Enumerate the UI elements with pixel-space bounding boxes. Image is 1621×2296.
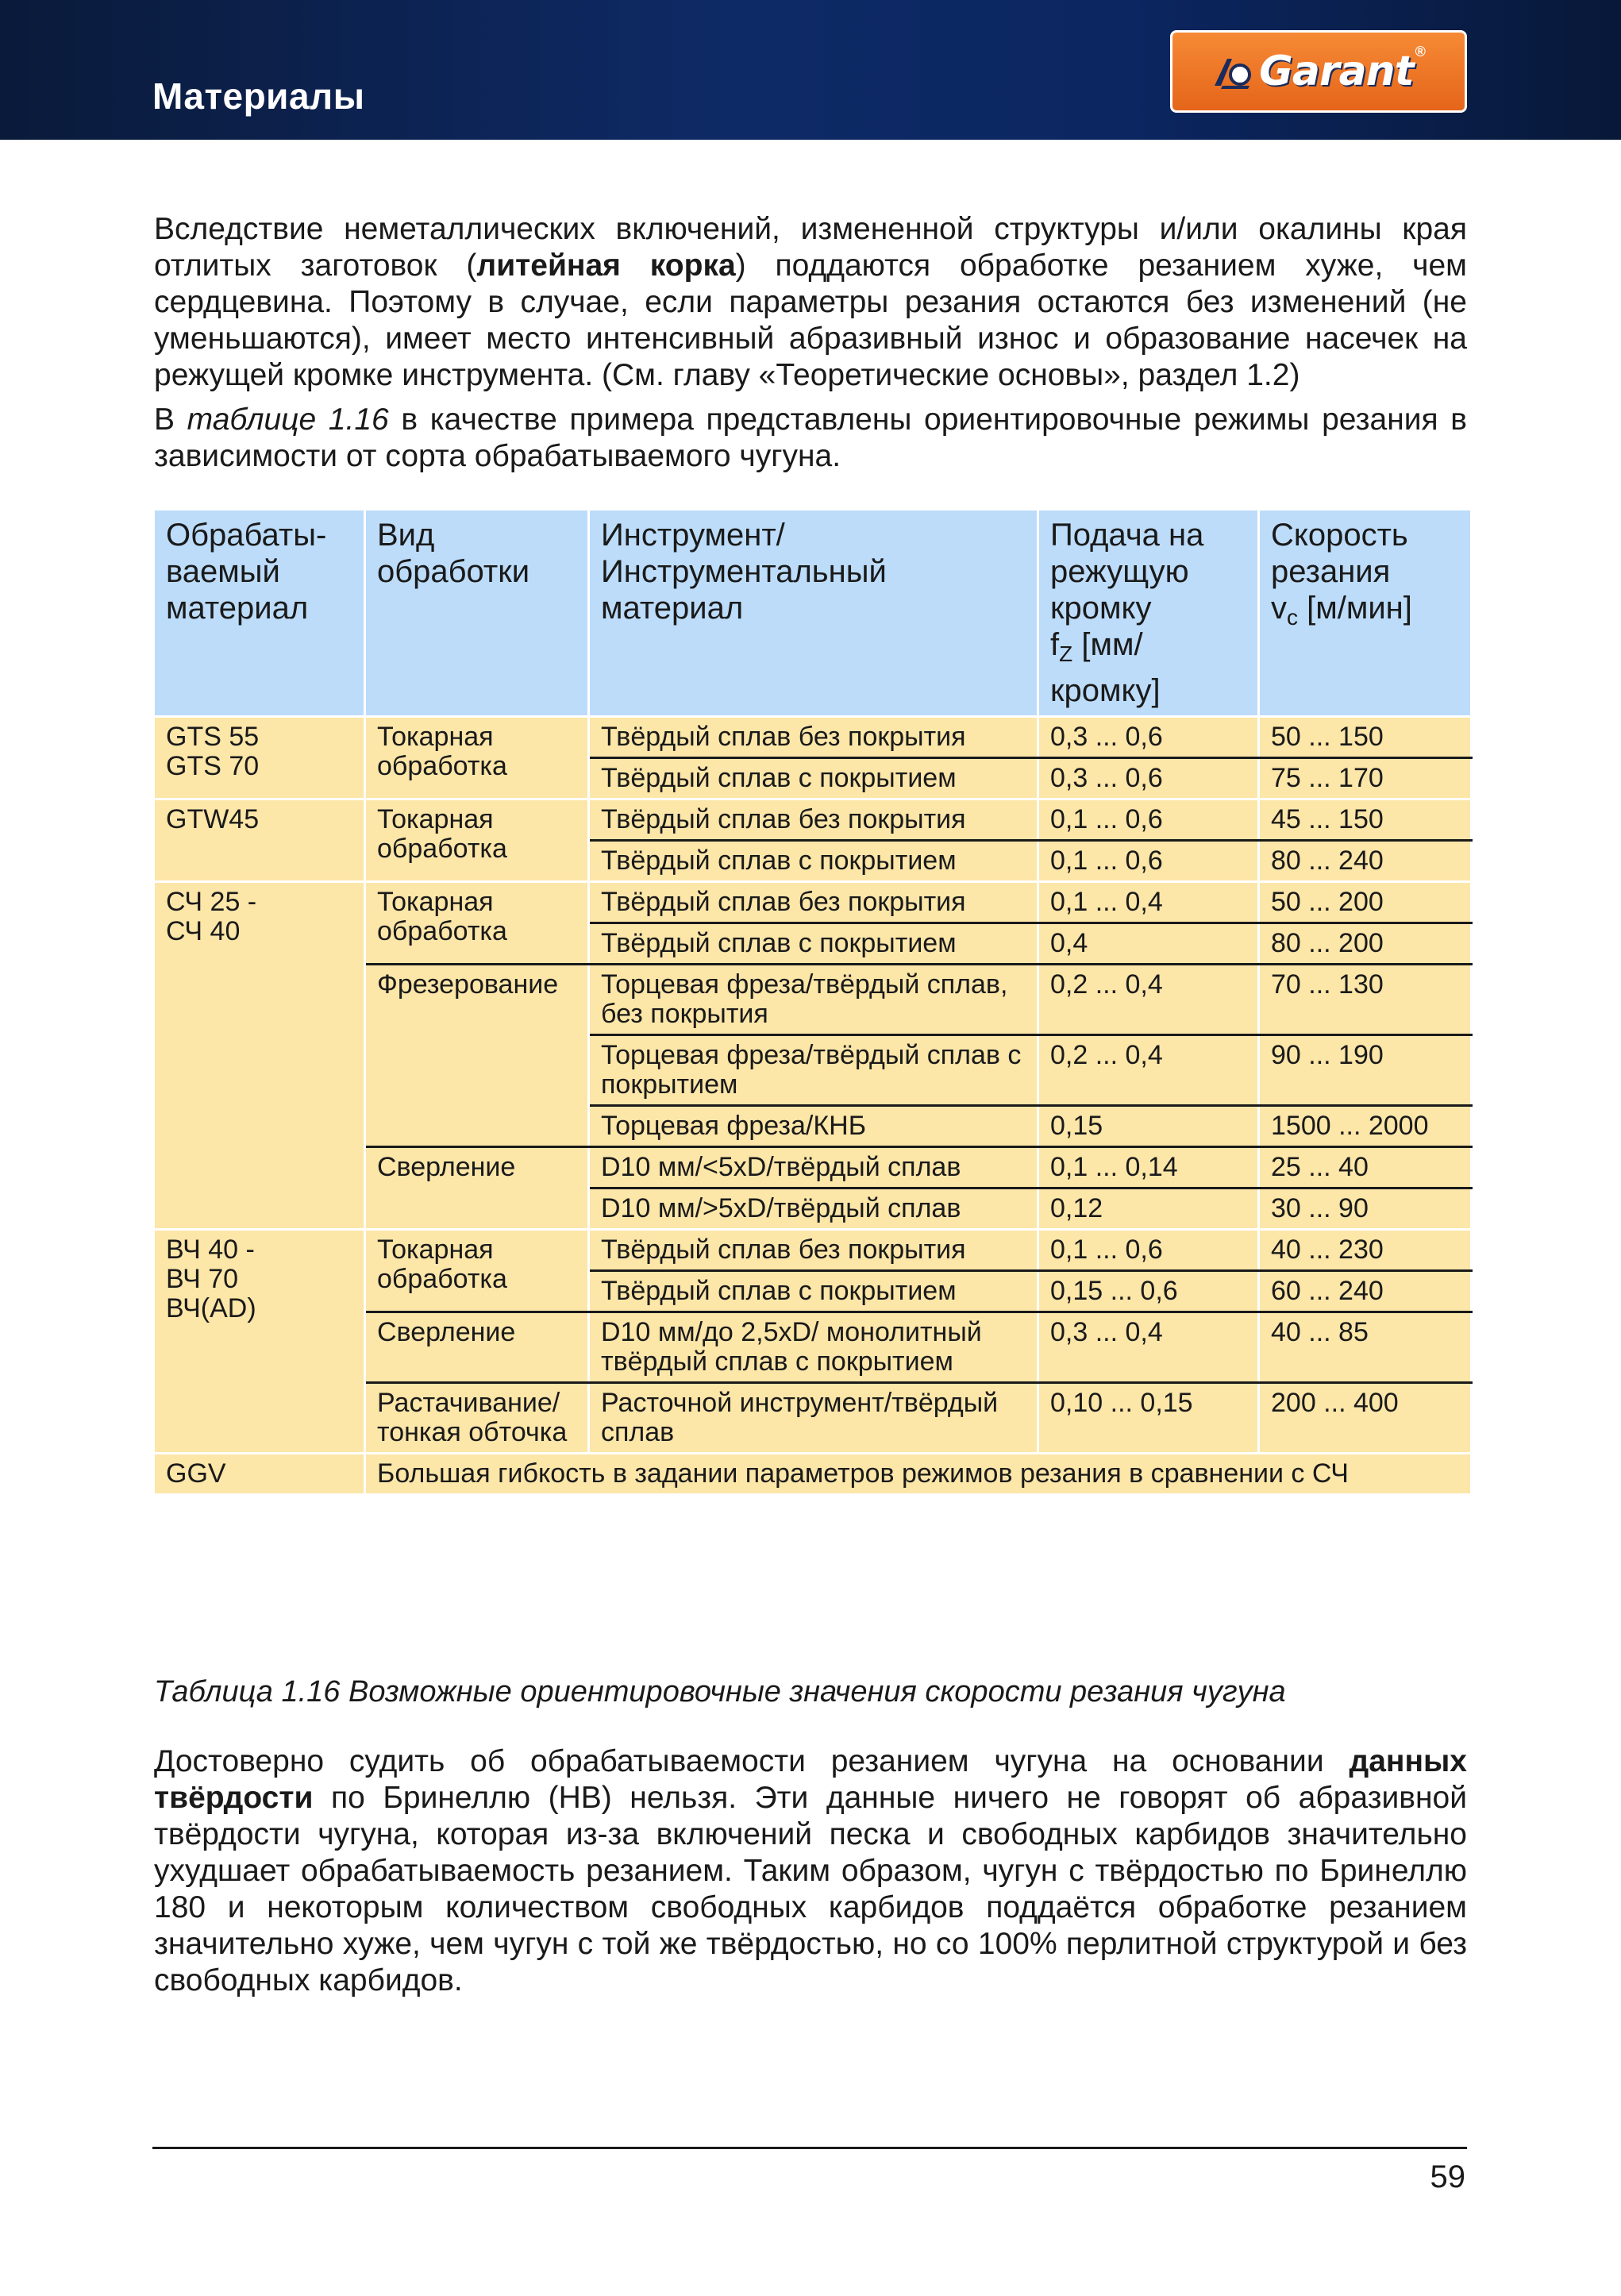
tool-cell: Твёрдый сплав без покрытия	[589, 717, 1038, 758]
feed-cell: 0,15	[1038, 1106, 1259, 1147]
tool-cell: Твёрдый сплав без покрытия	[589, 882, 1038, 923]
feed-cell: 0,1 ... 0,6	[1038, 1230, 1259, 1271]
ggv-note-cell: Большая гибкость в задании параметров режимов резания в сравнении с СЧ	[365, 1454, 1472, 1495]
speed-cell: 60 ... 240	[1259, 1271, 1472, 1312]
operation-cell: Токарная обработка	[365, 1230, 589, 1312]
material-cell: ВЧ 40 - ВЧ 70 ВЧ(AD)	[154, 1230, 365, 1454]
garant-logo-icon	[1211, 51, 1253, 92]
table-row	[154, 1230, 1472, 1271]
speed-cell: 1500 ... 2000	[1259, 1106, 1472, 1147]
bold-term: данных твёрдости	[154, 1744, 1467, 1815]
material-cell: GGV	[154, 1454, 365, 1495]
operation-cell: Сверление	[365, 1312, 589, 1383]
feed-cell: 0,15 ... 0,6	[1038, 1271, 1259, 1312]
speed-cell: 75 ... 170	[1259, 758, 1472, 799]
material-cell: GTW45	[154, 799, 365, 882]
table-row	[154, 882, 1472, 923]
tool-cell: Твёрдый сплав с покрытием	[589, 923, 1038, 965]
tool-cell: D10 мм/>5xD/твёрдый сплав	[589, 1188, 1038, 1230]
tool-cell: Расточной инструмент/твёрдый сплав	[589, 1383, 1038, 1454]
speed-cell: 200 ... 400	[1259, 1383, 1472, 1454]
tool-cell: Торцевая фреза/твёрдый сплав с покрытием	[589, 1035, 1038, 1106]
feed-cell: 0,2 ... 0,4	[1038, 965, 1259, 1035]
intro-paragraph: Вследствие неметаллических включений, измененной структуры и/или окалины края отлитых заготовок (литейная корка) поддаются обработке резанием хуже, чем сердцевина. Поэтому в случае, если параметры резания остаются без изменений (не уменьшаются), имеет место интенсивный абразивный износ и образование насечек на режущей кромке инструмента. (См. главу «Теоретические основы», раздел 1.2)	[154, 212, 1467, 392]
header-feed: Подача на режущую кромку $f_Z$ [мм/кромку]	[1038, 510, 1259, 717]
speed-cell: 50 ... 150	[1259, 717, 1472, 758]
speed-cell: 90 ... 190	[1259, 1035, 1472, 1106]
operation-cell: Токарная обработка	[365, 882, 589, 965]
tool-cell: D10 мм/до 2,5xD/ монолитный твёрдый сплав с покрытием	[589, 1312, 1038, 1383]
tool-cell: Твёрдый сплав с покрытием	[589, 1271, 1038, 1312]
table-reference-paragraph: В таблице 1.16 в качестве примера представлены ориентировочные режимы резания в зависимости от сорта обрабатываемого чугуна.	[154, 403, 1467, 473]
speed-cell: 40 ... 85	[1259, 1312, 1472, 1383]
garant-logo	[1170, 30, 1467, 113]
tool-cell: Торцевая фреза/твёрдый сплав, без покрытия	[589, 965, 1038, 1035]
header-material: Обрабаты-ваемый материал	[154, 510, 365, 717]
operation-cell: Сверление	[365, 1147, 589, 1230]
header-speed: Скорость резания $v_c$ [м/мин]	[1259, 510, 1472, 717]
operation-cell: Токарная обработка	[365, 717, 589, 799]
logo-registered-mark: ®	[1415, 44, 1426, 60]
operation-cell: Фрезерование	[365, 965, 589, 1147]
table-row	[154, 1454, 1472, 1495]
table-caption: Таблица 1.16 Возможные ориентировочные значения скорости резания чугуна	[154, 1675, 1286, 1709]
tool-cell: Твёрдый сплав без покрытия	[589, 1230, 1038, 1271]
feed-cell: 0,10 ... 0,15	[1038, 1383, 1259, 1454]
page-header	[0, 0, 1621, 140]
tool-cell: D10 мм/<5xD/твёрдый сплав	[589, 1147, 1038, 1188]
hardness-paragraph: Достоверно судить об обрабатываемости резанием чугуна на основании данных твёрдости по Бринеллю (HB) нельзя. Эти данные ничего не говорят об абразивной твёрдости чугуна, которая из-за включений песка и свободных карбидов значительно ухудшает обрабатываемость резанием. Таким образом, чугун с твёрдостью по Бринеллю 180 и некоторым количеством свободных карбидов поддаётся обработке резанием значительно хуже, чем чугун с той же твёрдостью, но со 100% перлитной структурой и без свободных карбидов.	[154, 1744, 1467, 1997]
table-row	[154, 799, 1472, 841]
speed-cell: 40 ... 230	[1259, 1230, 1472, 1271]
feed-cell: 0,1 ... 0,6	[1038, 841, 1259, 882]
speed-cell: 70 ... 130	[1259, 965, 1472, 1035]
feed-cell: 0,2 ... 0,4	[1038, 1035, 1259, 1106]
tool-cell: Твёрдый сплав с покрытием	[589, 758, 1038, 799]
feed-cell: 0,1 ... 0,14	[1038, 1147, 1259, 1188]
tool-cell: Твёрдый сплав с покрытием	[589, 841, 1038, 882]
speed-cell: 80 ... 240	[1259, 841, 1472, 882]
feed-cell: 0,4	[1038, 923, 1259, 965]
table-header-row	[154, 510, 1472, 717]
feed-cell: 0,3 ... 0,6	[1038, 717, 1259, 758]
section-title: Материалы	[152, 75, 365, 117]
speed-cell: 30 ... 90	[1259, 1188, 1472, 1230]
feed-cell: 0,3 ... 0,6	[1038, 758, 1259, 799]
material-cell: GTS 55 GTS 70	[154, 717, 365, 799]
logo-text: Garant	[1259, 48, 1414, 95]
feed-cell: 0,12	[1038, 1188, 1259, 1230]
feed-cell: 0,1 ... 0,4	[1038, 882, 1259, 923]
cutting-speed-table	[152, 508, 1473, 1496]
speed-cell: 50 ... 200	[1259, 882, 1472, 923]
table-row	[154, 717, 1472, 758]
speed-cell: 45 ... 150	[1259, 799, 1472, 841]
header-operation: Вид обработки	[365, 510, 589, 717]
table-reference: таблице 1.16	[187, 403, 389, 437]
operation-cell: Растачивание/ тонкая обточка	[365, 1383, 589, 1454]
feed-cell: 0,3 ... 0,4	[1038, 1312, 1259, 1383]
tool-cell: Твёрдый сплав без покрытия	[589, 799, 1038, 841]
bold-term: литейная корка	[476, 248, 736, 283]
header-tool: Инструмент/ Инструментальный материал	[589, 510, 1038, 717]
page-number: 59	[1430, 2159, 1465, 2194]
speed-cell: 25 ... 40	[1259, 1147, 1472, 1188]
footer-divider	[152, 2147, 1467, 2149]
speed-cell: 80 ... 200	[1259, 923, 1472, 965]
operation-cell: Токарная обработка	[365, 799, 589, 882]
tool-cell: Торцевая фреза/КНБ	[589, 1106, 1038, 1147]
material-cell: СЧ 25 - СЧ 40	[154, 882, 365, 1230]
feed-cell: 0,1 ... 0,6	[1038, 799, 1259, 841]
